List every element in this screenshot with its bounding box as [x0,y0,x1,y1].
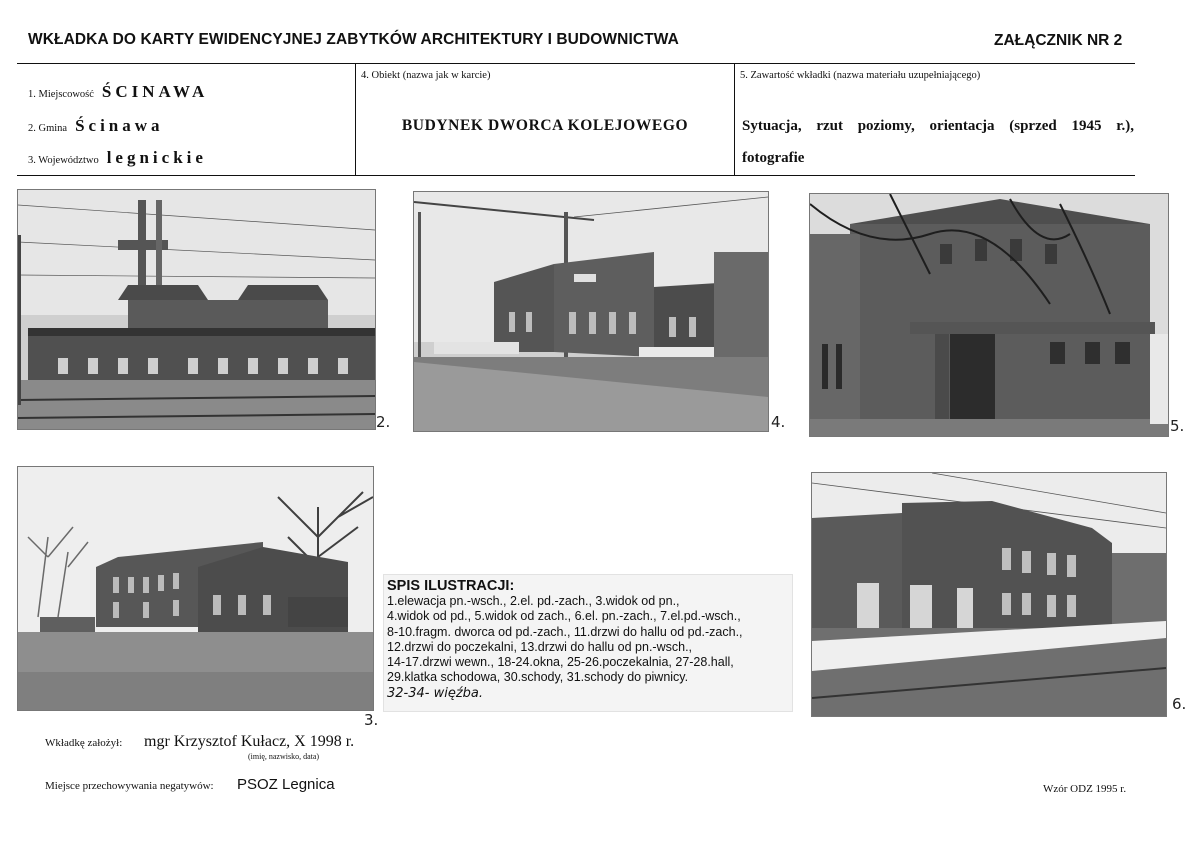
storage-value: PSOZ Legnica [237,776,335,793]
photo-4-number: 4. [771,413,786,431]
document-title: WKŁADKA DO KARTY EWIDENCYJNEJ ZABYTKÓW ARCHITEKTURY I BUDOWNICTWA [28,31,679,48]
photo-5-number: 5. [1170,417,1185,435]
object-label: 4. Obiekt (nazwa jak w karcie) [361,70,491,81]
template-version: Wzór ODZ 1995 r. [1043,783,1127,795]
photo-2-number: 2. [376,413,391,431]
author-value: mgr Krzysztof Kułacz, X 1998 r. [144,733,355,750]
locality-value: ŚCINAWA [101,82,209,101]
illustrations-line: 8-10.fragm. dworca od pd.-zach., 11.drzwi do hallu od pd.-zach., [387,624,743,639]
table-divider-2 [734,64,735,175]
illustrations-line: 14-17.drzwi wewn., 18-24.okna, 25-26.poczekalnia, 27-28.hall, [387,655,734,670]
photo-3-number: 3. [364,711,379,729]
author-note: (imię, nazwisko, data) [248,752,320,761]
photo-6-number: 6. [1172,695,1187,713]
contents-line-2: fotografie [742,150,805,166]
illustrations-line: 4.widok od pd., 5.widok od zach., 6.el. pn.-zach., 7.el.pd.-wsch., [387,609,741,624]
commune-label: 2. Gmina [28,123,68,134]
commune-value: Ścinawa [75,116,164,135]
object-value: BUDYNEK DWORCA KOLEJOWEGO [401,117,689,134]
illustrations-line: 1.elewacja pn.-wsch., 2.el. pd.-zach., 3.widok od pn., [387,594,680,608]
illustrations-handwritten-note: 32-34- więźba. [387,685,484,701]
voivodeship-row [28,148,207,168]
photo-4-view-from-south [413,191,769,432]
locality-row [28,82,208,102]
voivodeship-value: legnickie [106,148,207,167]
table-bottom-border [17,175,1135,176]
table-top-border [17,63,1135,64]
photo-5-view-from-west [809,193,1169,437]
author-label: Wkładkę założył: [45,737,123,749]
commune-row [28,116,164,136]
voivodeship-label: 3. Województwo [28,155,99,166]
illustrations-list [383,574,793,712]
photo-6-northwest-elevation [811,472,1167,717]
locality-label: 1. Miejscowość [28,89,94,100]
contents-label: 5. Zawartość wkładki (nazwa materiału uzupełniającego) [740,70,981,81]
illustrations-line: 12.drzwi do poczekalni, 13.drzwi do hallu od pn.-wsch., [387,639,693,654]
photo-3-view-from-north [17,466,374,711]
photo-2-platform-elevation [17,189,376,430]
contents-line-1: Sytuacja, rzut poziomy, orientacja (sprzed 1945 r.), [742,118,1134,134]
attachment-number: ZAŁĄCZNIK NR 2 [994,32,1123,49]
storage-label: Miejsce przechowywania negatywów: [45,780,214,792]
illustrations-title: SPIS ILUSTRACJI: [387,578,515,594]
illustrations-line: 29.klatka schodowa, 30.schody, 31.schody do piwnicy. [387,670,689,685]
